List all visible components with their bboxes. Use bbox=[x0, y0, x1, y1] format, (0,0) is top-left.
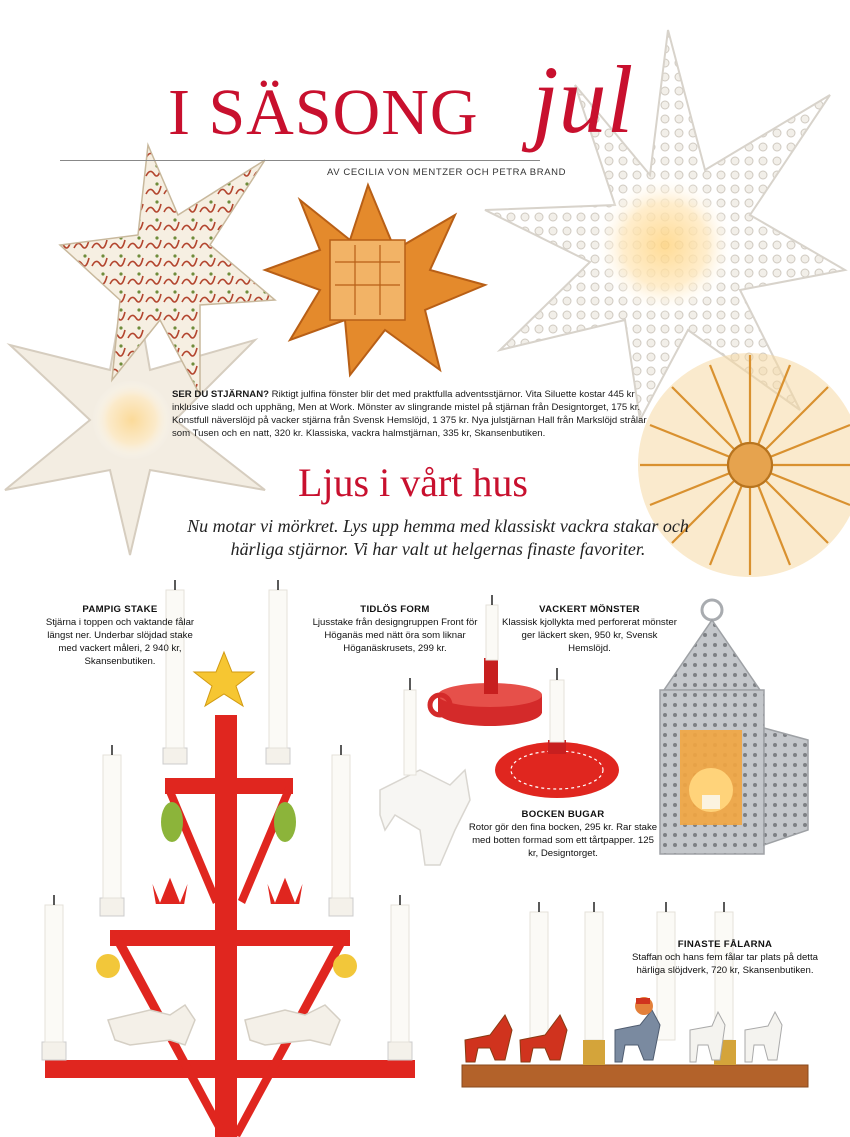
stars-caption-lead: SER DU STJÄRNAN? bbox=[172, 389, 270, 400]
byline: AV CECILIA VON MENTZER OCH PETRA BRAND bbox=[327, 167, 567, 178]
section-intro: Nu motar vi mörkret. Lys upp hemma med klassiskt vackra stakar och härliga stjärnor. Vi har valt ut helgernas finaste favoriter. bbox=[187, 516, 689, 559]
title-divider bbox=[60, 160, 540, 161]
caption-heading: VACKERT MÖNSTER bbox=[539, 604, 640, 615]
birch-bark-star bbox=[265, 185, 485, 375]
page-title: I SÄSONG bbox=[168, 76, 479, 149]
caption-text: Ljusstake från designgruppen Front för Höganäs med nätt öra som liknar Höganäskrusets, 299 kr. bbox=[312, 617, 478, 654]
caption-text: Klassisk kjollykta med perforerat mönster ger läckert sken, 950 kr, Svensk Hemslöjd. bbox=[502, 617, 677, 654]
caption-text: Rotor gör den fina bocken, 295 kr. Rar stake med botten formad som ett tårtpapper. 125 kr, Designtorget. bbox=[468, 822, 658, 859]
tin-lantern bbox=[660, 600, 808, 854]
caption-heading: FINASTE FÅLARNA bbox=[677, 939, 773, 950]
caption-heading: BOCKEN BUGAR bbox=[521, 809, 605, 820]
stars-caption-text: Riktigt julfina fönster blir det med praktfulla adventsstjärnor. Vita Siluette kostar 445 kr inklusive sladd och upphäng, Men at Work. Mönster av slingrande mistel på stjärnan från Designtorget, 175 kr. Konstfull näverslöjd på vacker stjärna från Svensk Hemslöjd, 1 375 kr. Nya julstjärnan Hall från Markslöjd strålar som Tusen och en natt, 320 kr. Klassiska, vackra halmstjärnan, 335 kr, Skansenbutiken. bbox=[172, 389, 647, 439]
caption-heading: PAMPIG STAKE bbox=[82, 604, 158, 615]
stars-caption bbox=[172, 388, 660, 440]
caption-text: Staffan och hans fem fålar tar plats på detta härliga slöjdverk, 720 kr, Skansenbutiken. bbox=[632, 952, 818, 976]
caption-heading: TIDLÖS FORM bbox=[360, 604, 430, 615]
section-title: Ljus i vårt hus bbox=[298, 460, 528, 505]
caption-tidlos-form bbox=[305, 603, 485, 655]
caption-vackert-monster bbox=[502, 603, 677, 655]
caption-bocken-bugar bbox=[468, 808, 658, 860]
page-title-accent: jul bbox=[532, 46, 634, 153]
caption-finaste-falarna bbox=[630, 938, 820, 977]
horse-candleholder bbox=[462, 902, 808, 1087]
caption-text: Stjärna i toppen och vaktande fålar längst ner. Underbar slöjdad stake med vackert måleri, 2 940 kr, Skansenbutiken. bbox=[45, 617, 195, 667]
mistletoe-star bbox=[60, 145, 275, 395]
caption-pampig-stake bbox=[40, 603, 200, 668]
